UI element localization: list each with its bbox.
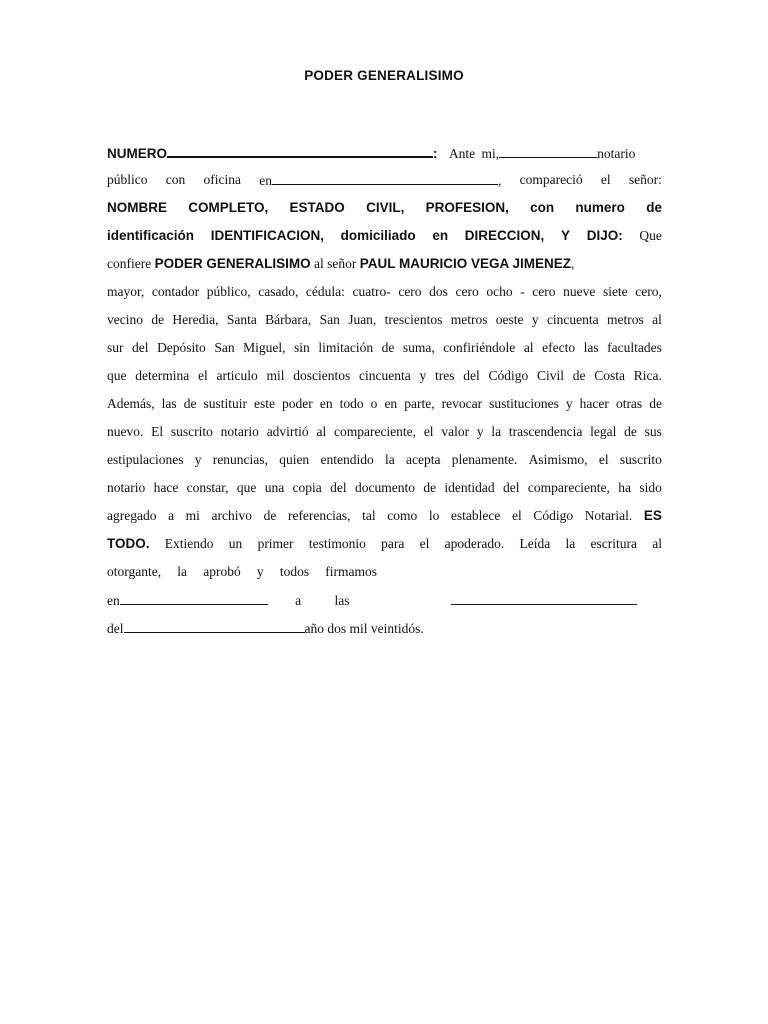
word: Heredia, xyxy=(172,312,219,327)
line-14 xyxy=(107,507,662,525)
word: TODO. xyxy=(107,536,150,551)
word: constar, xyxy=(186,480,229,495)
line-7 xyxy=(107,311,662,329)
word: tres xyxy=(434,368,455,383)
word: con xyxy=(530,200,555,215)
word: al señor xyxy=(313,256,357,271)
word: a xyxy=(295,593,302,608)
word: Depósito xyxy=(157,340,206,355)
word: , xyxy=(571,256,575,271)
line-11 xyxy=(107,423,662,441)
word: suma, xyxy=(402,340,435,355)
word: - xyxy=(520,284,525,299)
line-10 xyxy=(107,395,662,413)
word: advirtió xyxy=(266,424,309,439)
word: trascendencia xyxy=(508,424,583,439)
word: acepta xyxy=(406,452,441,467)
word: nuevo. xyxy=(107,424,144,439)
word: dos xyxy=(429,284,448,299)
line-2 xyxy=(107,171,662,190)
word: que xyxy=(236,480,257,495)
word: testimonio xyxy=(308,536,366,551)
line-5 xyxy=(107,255,662,273)
word: Notarial. xyxy=(584,508,633,523)
word: el xyxy=(600,172,611,187)
word: archivo xyxy=(211,508,253,523)
word: documento xyxy=(354,480,415,495)
word: sur xyxy=(107,340,124,355)
word: ES xyxy=(643,508,662,523)
word: que xyxy=(107,368,127,383)
word: COMPLETO, xyxy=(188,200,269,215)
word: DIRECCION, xyxy=(464,228,545,243)
line-8 xyxy=(107,339,662,357)
word: o xyxy=(370,396,378,411)
word: al xyxy=(523,340,534,355)
word: oeste xyxy=(495,312,524,327)
line-12 xyxy=(107,451,662,469)
word: Leída xyxy=(519,536,551,551)
line-4 xyxy=(107,227,662,245)
word: y xyxy=(194,452,202,467)
word: con xyxy=(165,172,186,187)
numero-colon: : xyxy=(433,146,438,161)
word: , xyxy=(498,173,502,188)
word: de xyxy=(624,424,637,439)
word: aprobó xyxy=(203,564,241,579)
word: la xyxy=(177,564,188,579)
word: mayor, xyxy=(107,284,145,299)
word: notario xyxy=(107,480,146,495)
apoderado-name: PAUL MAURICIO VEGA JIMENEZ xyxy=(359,256,571,271)
word: Extiendo xyxy=(164,536,214,551)
word: confiere xyxy=(107,256,152,271)
word: mi xyxy=(185,508,200,523)
word: las xyxy=(583,340,599,355)
word: Costa xyxy=(594,368,626,383)
notario-blank xyxy=(499,144,597,158)
word: al xyxy=(652,312,662,327)
word: Civil xyxy=(536,368,564,383)
word: nueve xyxy=(563,284,596,299)
word: contador xyxy=(151,284,200,299)
word: primer xyxy=(257,536,294,551)
word: legal xyxy=(590,424,617,439)
word: todos xyxy=(279,564,310,579)
word: sustituciones xyxy=(489,396,559,411)
word: público, xyxy=(206,284,251,299)
word: Miguel, xyxy=(243,340,286,355)
word: de xyxy=(151,312,165,327)
word: lo xyxy=(428,508,440,523)
word: sus xyxy=(644,424,662,439)
word: valor xyxy=(441,424,470,439)
word: y xyxy=(531,312,539,327)
line-9 xyxy=(107,367,662,385)
word: entendido xyxy=(320,452,374,467)
word: ESTADO xyxy=(289,200,345,215)
word: San xyxy=(319,312,340,327)
word: otorgante, xyxy=(107,564,162,579)
word: otras xyxy=(615,396,643,411)
word: el xyxy=(598,452,609,467)
word: doscientos xyxy=(293,368,351,383)
word: en xyxy=(384,396,398,411)
word: mi, xyxy=(481,146,500,161)
word: firmamos xyxy=(325,564,377,579)
word: identidad xyxy=(444,480,495,495)
word: de xyxy=(423,480,437,495)
word: del xyxy=(107,621,124,636)
word: cuatro- xyxy=(352,284,391,299)
word: establece xyxy=(450,508,501,523)
word: cédula: xyxy=(305,284,345,299)
word: hace xyxy=(153,480,179,495)
word: compareciente, xyxy=(527,480,610,495)
word: El xyxy=(151,424,164,439)
word: Asimismo, xyxy=(528,452,588,467)
line-numero xyxy=(107,143,662,163)
word: notario xyxy=(597,146,636,161)
poder-generalisimo-bold: PODER GENERALISIMO xyxy=(154,256,311,271)
word: cincuenta xyxy=(546,312,599,327)
word: sido xyxy=(639,480,662,495)
word: poder xyxy=(282,396,313,411)
word: y xyxy=(256,564,264,579)
word: copia xyxy=(292,480,322,495)
word: siete xyxy=(602,284,628,299)
word: Código xyxy=(533,508,574,523)
word: hacer xyxy=(579,396,609,411)
word: al xyxy=(652,536,662,551)
word: PROFESION, xyxy=(425,200,509,215)
word: plenamente. xyxy=(451,452,518,467)
word: la xyxy=(565,536,576,551)
word: Código xyxy=(488,368,529,383)
numero-label: NUMERO xyxy=(107,146,167,161)
line-6 xyxy=(107,283,662,301)
word: del xyxy=(503,480,520,495)
word: identificación xyxy=(107,228,195,243)
word: numero xyxy=(575,200,625,215)
word: confiriéndole xyxy=(443,340,516,355)
word: todo xyxy=(339,396,364,411)
word: suscrito xyxy=(619,452,662,467)
word: en xyxy=(107,593,120,608)
word: San xyxy=(214,340,235,355)
word: parte, xyxy=(404,396,435,411)
line-16 xyxy=(107,563,377,581)
word: agregado xyxy=(107,508,157,523)
word: la xyxy=(385,452,395,467)
word: este xyxy=(254,396,276,411)
word: un xyxy=(228,536,243,551)
word: notario xyxy=(220,424,259,439)
word: el xyxy=(511,508,522,523)
word: ocho xyxy=(486,284,513,299)
word: como xyxy=(387,508,418,523)
word: vecino xyxy=(107,312,143,327)
word: cero, xyxy=(635,284,662,299)
word: oficina xyxy=(203,172,242,187)
numero-blank xyxy=(167,143,433,158)
word: en xyxy=(319,396,333,411)
word: Rica. xyxy=(633,368,662,383)
word: Bárbara, xyxy=(265,312,312,327)
word: compareciente, xyxy=(333,424,417,439)
word: y xyxy=(565,396,573,411)
word: el xyxy=(419,536,430,551)
word: facultades xyxy=(607,340,662,355)
word: mil xyxy=(266,368,285,383)
word: de xyxy=(381,340,395,355)
word: NOMBRE xyxy=(107,200,167,215)
word: en xyxy=(432,228,449,243)
word: DIJO: xyxy=(586,228,623,243)
document-title: PODER GENERALISIMO xyxy=(304,68,464,83)
word: limitación xyxy=(318,340,374,355)
word: Santa xyxy=(226,312,257,327)
word: CIVIL, xyxy=(366,200,405,215)
word: sin xyxy=(294,340,310,355)
word: cero xyxy=(532,284,556,299)
word: de xyxy=(183,396,197,411)
word: de xyxy=(572,368,586,383)
word: determina xyxy=(135,368,190,383)
word: a xyxy=(168,508,175,523)
hora-blank xyxy=(451,591,637,605)
word: tal xyxy=(362,508,376,523)
word: cincuenta xyxy=(358,368,411,383)
word: una xyxy=(264,480,285,495)
word: y xyxy=(476,424,484,439)
word: de xyxy=(263,508,277,523)
word: renuncias, xyxy=(212,452,268,467)
word: la xyxy=(491,424,502,439)
fecha-blank xyxy=(124,619,305,633)
word: al xyxy=(316,424,327,439)
word: público xyxy=(107,172,148,187)
word: en xyxy=(259,173,273,188)
word: Juan, xyxy=(348,312,377,327)
line-13 xyxy=(107,479,662,497)
word: IDENTIFICACION, xyxy=(210,228,324,243)
word: año dos mil veintidós. xyxy=(304,621,424,636)
word: cero xyxy=(398,284,422,299)
word: escritura xyxy=(590,536,637,551)
word: compareció xyxy=(519,172,583,187)
word: Y xyxy=(561,228,571,243)
line-15 xyxy=(107,535,662,553)
word: metros xyxy=(607,312,644,327)
word: el xyxy=(423,424,434,439)
word: Que xyxy=(639,228,662,243)
word: metros xyxy=(450,312,488,327)
word: domiciliado xyxy=(340,228,416,243)
word: estipulaciones xyxy=(107,452,184,467)
word: revocar xyxy=(441,396,483,411)
word: ha xyxy=(618,480,632,495)
oficina-blank xyxy=(272,171,498,185)
line-17 xyxy=(107,591,662,610)
word: referencias, xyxy=(287,508,351,523)
word: las xyxy=(334,593,350,608)
word: suscrito xyxy=(170,424,213,439)
word: Además, xyxy=(107,396,155,411)
lugar-blank xyxy=(120,591,268,605)
word: sustituir xyxy=(203,396,247,411)
word: para xyxy=(381,536,405,551)
word: señor: xyxy=(628,172,662,187)
word: trescientos xyxy=(384,312,443,327)
word: del xyxy=(330,480,347,495)
word: cero xyxy=(455,284,479,299)
word: del xyxy=(463,368,480,383)
word: articulo xyxy=(216,368,258,383)
line-3 xyxy=(107,199,662,217)
word: quien xyxy=(279,452,310,467)
word: de xyxy=(646,200,662,215)
word: efecto xyxy=(542,340,576,355)
word: casado, xyxy=(258,284,299,299)
word: el xyxy=(197,368,208,383)
word: apoderado. xyxy=(444,536,505,551)
line-18 xyxy=(107,619,662,638)
word: de xyxy=(649,396,662,411)
word: Ante xyxy=(448,146,476,161)
word: las xyxy=(161,396,177,411)
word: y xyxy=(419,368,427,383)
word: del xyxy=(132,340,149,355)
